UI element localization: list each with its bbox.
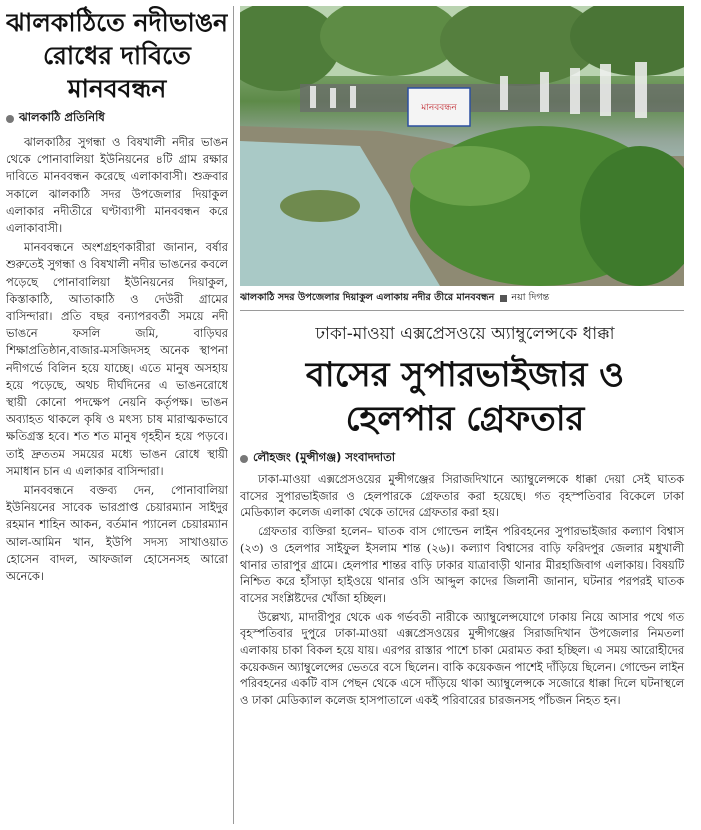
left-article-paragraph: ঝালকাঠির সুগন্ধা ও বিষখালী নদীর ভাঙন থেকে পোনাবালিয়া ইউনিয়নের ৪টি গ্রাম রক্ষার দাবিতে মানববন্ধন করেছে এলাকাবাসী। শুক্রবার সকালে ঝালকাঠি সদর উপজেলার দিয়াকুল এলাকার নদীতীরে ঘণ্টাব্যাপী মানববন্ধন করে এলাকাবাসী। bbox=[6, 135, 228, 236]
news-photo-human-chain bbox=[240, 6, 684, 286]
left-article-byline: ঝালকাঠি প্রতিনিধি bbox=[19, 110, 105, 124]
bullet-icon bbox=[240, 455, 248, 463]
right-article-paragraph: উল্লেখ্য, মাদারীপুর থেকে এক গর্ভবতী নারীকে অ্যাম্বুলেন্সযোগে ঢাকায় নিয়ে আসার পথে গত বৃহস্পতিবার দুপুরে ঢাকা-মাওয়া এক্সপ্রেসওয়ের মুন্সীগঞ্জের সিরাজদিখান উপজেলার নিমতলা এলাকায় চাকা বিকল হয়ে যায়। এরপর রাস্তার পাশে চাকা মেরামত করা হচ্ছিল। এ সময় আরোহীদের কয়েকজন অ্যাম্বুলেন্সের ভেতরে বসে ছিলেন। বাকি কয়েকজন পাশেই দাঁড়িয়ে ছিলেন। গোল্ডেন লাইন পরিবহনের একটি বাস পেছন থেকে এসে দাঁড়িয়ে থাকা অ্যাম্বুলেন্সকে সজোরে ধাক্কা দিলে ঘটনাস্থলে ও ঢাকা মেডিক্যাল কলেজ হাসপাতালে একই পরিবারের চারজনসহ পাঁচজন নিহত হন। bbox=[240, 610, 684, 708]
right-article-paragraph: গ্রেফতার ব্যক্তিরা হলেন– ঘাতক বাস গোল্ডেন লাইন পরিবহনের সুপারভাইজার কল্যাণ বিশ্বাস (২৩) ও হেলপার সাইফুল ইসলাম শান্ত (২৬)। কল্যাণ বিশ্বাসের বাড়ি ফরিদপুর জেলার মধুখালী থানার তারাপুর গ্রামে। হেলপার শান্তর বাড়ি ঢাকার যাত্রাবাড়ী থানার মীরহাজিবাগ এলাকায়। বিষয়টি নিশ্চিত করে হাঁসাড়া হাইওয়ে থানার ওসি আব্দুল কাদের জিলানী জানান, ঘটনার পরপরই ঘাতক বাসের সংশ্লিষ্টদের খোঁজা হচ্ছিল। bbox=[240, 525, 684, 605]
left-article-byline-row bbox=[6, 109, 228, 128]
right-article-headline bbox=[240, 353, 690, 441]
right-article-byline: লৌহজং (মুন্সীগঞ্জ) সংবাদদাতা bbox=[253, 450, 396, 464]
photo-credit: নয়া দিগন্ত bbox=[511, 292, 550, 303]
right-article-kicker: ঢাকা-মাওয়া এক্সপ্রেসওয়ে অ্যাম্বুলেন্সকে ধাক্কা bbox=[315, 324, 615, 344]
photo-caption-row bbox=[240, 286, 684, 311]
left-article bbox=[6, 6, 228, 826]
left-article-paragraph: মানববন্ধনে অংশগ্রহণকারীরা জানান, বর্ষার শুরুতেই সুগন্ধা ও বিষখালী নদীর ভাঙনের কবলে পড়েছে পোনাবালিয়া ইউনিয়নের দিয়াকুল, কিস্তাকাঠি, আতাকাঠি ও দেউরী গ্রামের বাসিন্দারা। প্রতি বছর বন্যাপরবর্তী সময়ে নদী ভাঙনে ফসলি জমি, বাড়িঘর শিক্ষাপ্রতিষ্ঠান,বাজার-মসজিদসহ অনেক স্থাপনা নদীগর্ভে বিলিন হয়ে যাচ্ছে। এতে মানুষ অসহায় হয়ে পড়েছে, অথচ দীর্ঘদিনের এ ভাঙনরোধে স্থায়ী কোনো পদক্ষেপ নেয়নি কর্তৃপক্ষ। ভাঙন অব্যাহত থাকলে কৃষি ও মৎস্য চাষ মারাত্মকভাবে ক্ষতিগ্রস্ত হবে। শত শত মানুষ গৃহহীন হয়ে পড়বে। তাই দ্রুততম সময়ের মধ্যে ভাঙন রোধে স্থায়ী সমাধান চান এ এলাকার বাসিন্দারা। bbox=[6, 240, 228, 478]
headline-line-1: বাসের সুপারভাইজার ও bbox=[305, 355, 625, 395]
bullet-icon bbox=[6, 115, 14, 123]
photo-banner-text: মানববন্ধন bbox=[421, 103, 457, 113]
headline-line-2: হেলপার গ্রেফতার bbox=[345, 399, 585, 439]
square-bullet-icon bbox=[500, 295, 507, 302]
left-article-paragraph: মানববন্ধনে বক্তব্য দেন, পোনাবালিয়া ইউনিয়নের সাবেক ভারপ্রাপ্ত চেয়ারম্যান সাইদুর রহমান শাহিন আকন, বর্তমান প্যানেল চেয়ারম্যান আল-আমিন খান, ইউপি সদস্য সাখাওয়াত হোসেন বাদল, আফজাল হোসেনসহ আরো অনেকে। bbox=[6, 483, 228, 584]
photo-credit-row bbox=[500, 291, 549, 306]
photo-caption: ঝালকাঠি সদর উপজেলার দিয়াকুল এলাকায় নদীর তীরে মানববন্ধন bbox=[240, 292, 495, 303]
left-article-headline: ঝালকাঠিতে নদীভাঙন রোধের দাবিতে মানববন্ধন bbox=[6, 8, 228, 103]
right-article-byline-row bbox=[240, 449, 690, 468]
column-divider bbox=[233, 6, 234, 824]
photo-illustration bbox=[240, 6, 684, 286]
right-column bbox=[240, 6, 690, 826]
right-article-paragraph: ঢাকা-মাওয়া এক্সপ্রেসওয়ের মুন্সীগঞ্জের সিরাজদিখানে অ্যাম্বুলেন্সকে ধাক্কা দেয়া সেই ঘাতক বাসের সুপারভাইজার ও হেলপারকে গ্রেফতার করা হয়েছে। গত বৃহস্পতিবার বিকেলে ঢাকা মেডিক্যাল কলেজ এলাকা থেকে তাদের গ্রেফতার করা হয়। bbox=[240, 473, 684, 520]
